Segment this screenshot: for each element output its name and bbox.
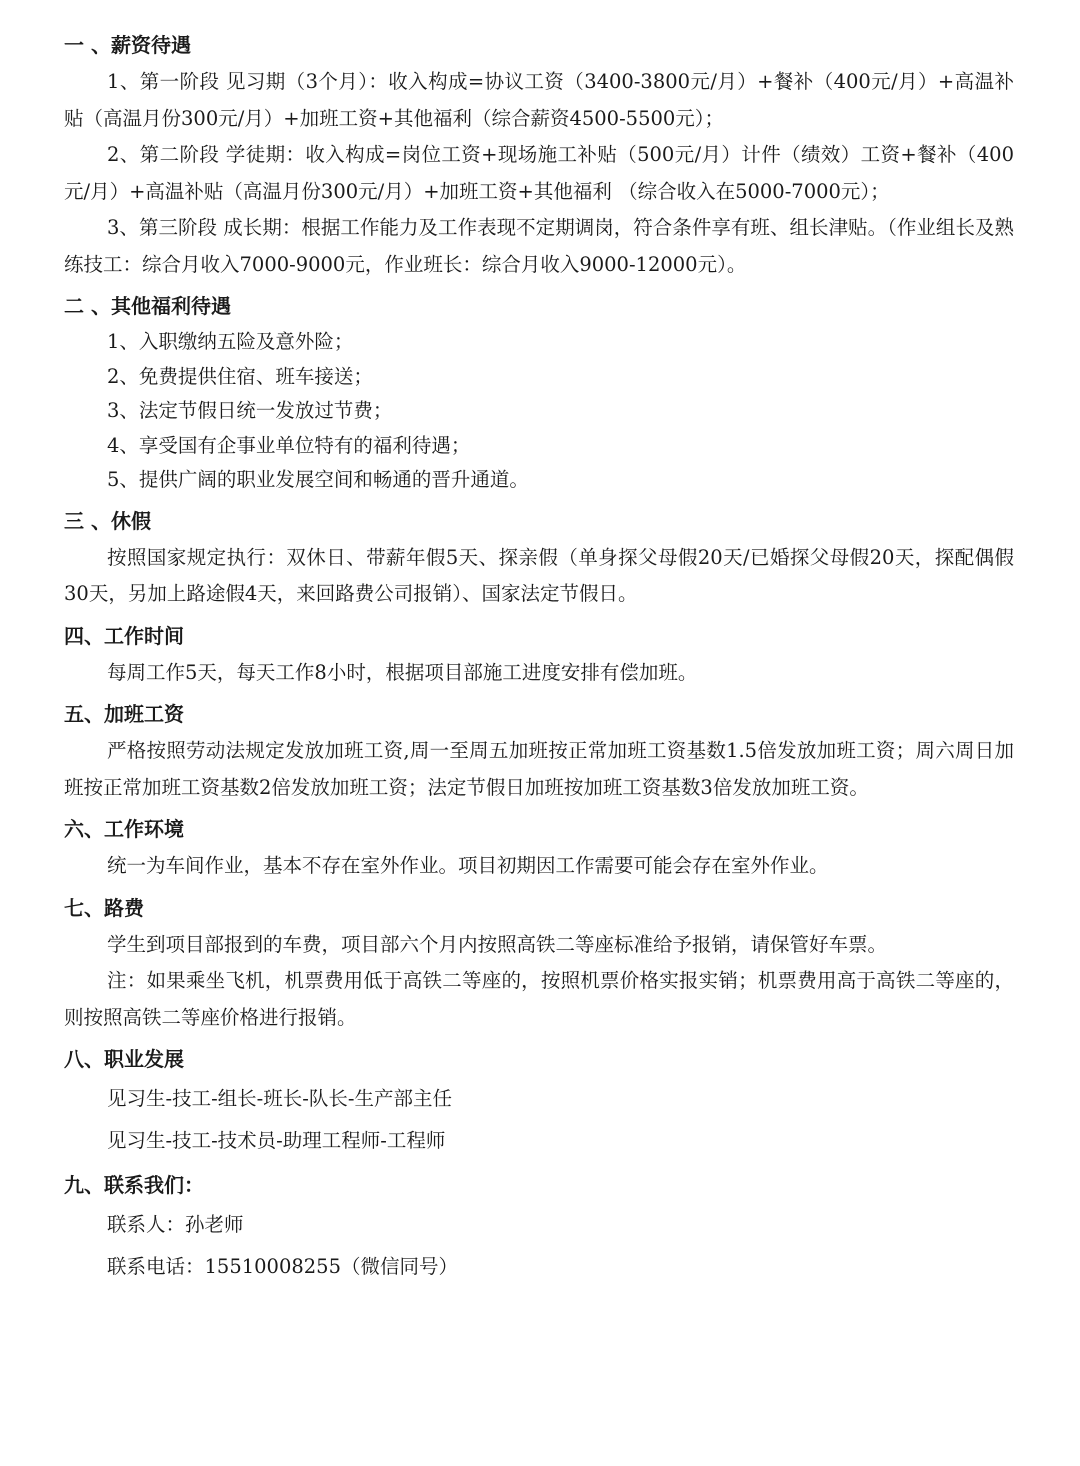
work-hours-text: 每周工作5天，每天工作8小时，根据项目部施工进度安排有偿加班。	[107, 660, 698, 684]
vacation-text: 按照国家规定执行：双休日、带薪年假5天、探亲假（单身探父母假20天/已婚探父母假20天，探配偶假30天，另加上路途假4天，来回路费公司报销）、国家法定节假日。	[64, 545, 1014, 605]
benefit-item: 5、提供广阔的职业发展空间和畅通的晋升通道。	[107, 468, 529, 491]
overtime-text: 严格按照劳动法规定发放加班工资,周一至周五加班按正常加班工资基数1.5倍发放加班工资；周六周日加班按正常加班工资基数2倍发放加班工资；法定节假日加班按加班工资基数3倍发放加班工资。	[64, 739, 1014, 799]
document-page	[64, 26, 1014, 1288]
environment-text: 统一为车间作业，基本不存在室外作业。项目初期因工作需要可能会存在室外作业。	[107, 854, 829, 877]
section-title-environment: 六、工作环境	[64, 817, 184, 841]
career-path: 见习生-技工-组长-班长-队长-生产部主任	[107, 1087, 452, 1110]
salary-stage-1: 1、第一阶段 见习期（3个月）：收入构成=协议工资（3400-3800元/月）+餐补（400元/月）+高温补贴（高温月份300元/月）+加班工资+其他福利（综合薪资4500-5500元）；	[64, 70, 1014, 130]
salary-stage-2: 2、第二阶段 学徒期：收入构成=岗位工资+现场施工补贴（500元/月）计件（绩效）工资+餐补（400元/月）+高温补贴（高温月份300元/月）+加班工资+其他福利 （综合收入在5000-7000元）；	[64, 143, 1014, 203]
career-path: 见习生-技工-技术员-助理工程师-工程师	[107, 1129, 446, 1152]
section-title-overtime: 五、加班工资	[64, 702, 184, 726]
benefit-item: 3、法定节假日统一发放过节费；	[107, 399, 393, 422]
benefit-item: 2、免费提供住宿、班车接送；	[107, 364, 373, 388]
salary-stage-3: 3、第三阶段 成长期：根据工作能力及工作表现不定期调岗，符合条件享有班、组长津贴。（作业组长及熟练技工：综合月收入7000-9000元，作业班长：综合月收入9000-12000元）。	[64, 216, 1014, 276]
section-title-travel: 七、路费	[64, 895, 144, 920]
section-title-salary: 一 、薪资待遇	[64, 33, 191, 57]
section-title-vacation: 三 、休假	[64, 508, 151, 533]
section-title-benefits: 二 、其他福利待遇	[64, 294, 231, 318]
travel-note: 注：如果乘坐飞机，机票费用低于高铁二等座的，按照机票价格实报实销；机票费用高于高铁二等座的，则按照高铁二等座价格进行报销。	[64, 969, 1014, 1029]
travel-text: 学生到项目部报到的车费，项目部六个月内按照高铁二等座标准给予报销，请保管好车票。	[107, 932, 888, 956]
section-title-career: 八、职业发展	[64, 1047, 184, 1071]
contact-phone: 联系电话：15510008255（微信同号）	[107, 1255, 458, 1278]
benefit-item: 4、享受国有企事业单位特有的福利待遇；	[107, 433, 471, 457]
section-title-work-hours: 四、工作时间	[64, 623, 184, 648]
section-title-contact: 九、联系我们：	[64, 1173, 204, 1197]
benefit-item: 1、入职缴纳五险及意外险；	[107, 330, 354, 353]
contact-person: 联系人：孙老师	[107, 1213, 244, 1236]
